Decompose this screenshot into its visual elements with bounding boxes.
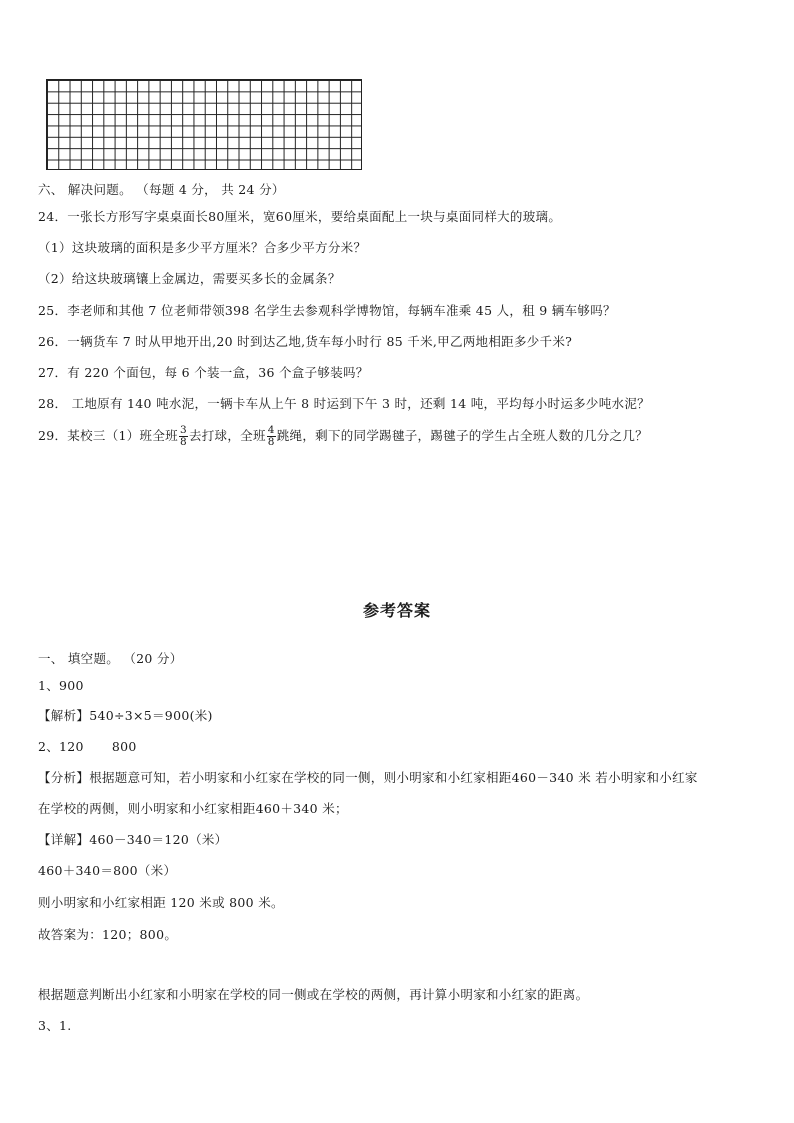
answer-3: 3、1. bbox=[38, 1018, 72, 1033]
answer-2-second: 800 bbox=[111, 739, 137, 754]
question-27: 27．有 220 个面包，每 6 个装一盒，36 个盒子够装吗？ bbox=[38, 365, 369, 380]
answer-2-detail-line-2: 460＋340＝800（米） bbox=[38, 863, 177, 878]
question-29-text-3: 跳绳，剩下的同学踢毽子，踢毽子的学生占全班人数的几分之几？ bbox=[276, 428, 648, 443]
question-29 bbox=[38, 424, 648, 448]
fraction-2-denominator: 8 bbox=[267, 436, 275, 448]
question-24-part-2: （2）给这块玻璃镶上金属边，需要买多长的金属条？ bbox=[38, 271, 341, 286]
answer-1: 1、900 bbox=[38, 678, 84, 693]
answer-2-detail-line-4: 故答案为：120；800。 bbox=[38, 927, 178, 942]
square-grid bbox=[46, 79, 362, 170]
section-6-heading: 六、 解决问题。 （每题 4 分， 共 24 分） bbox=[38, 182, 285, 197]
question-29-text-2: 去打球，全班 bbox=[188, 428, 266, 443]
question-26: 26．一辆货车 7 时从甲地开出,20 时到达乙地,货车每小时行 85 千米,甲乙两地相距多少千米? bbox=[38, 334, 573, 349]
question-24-part-1: （1）这块玻璃的面积是多少平方厘米？合多少平方分米？ bbox=[38, 240, 367, 255]
answer-2-first: 2、120 bbox=[38, 739, 84, 754]
fraction-1-denominator: 8 bbox=[179, 436, 187, 448]
question-28: 28． 工地原有 140 吨水泥，一辆卡车从上午 8 时运到下午 3 时，还剩 14 吨，平均每小时运多少吨水泥？ bbox=[38, 396, 650, 411]
fraction-four-eighths bbox=[267, 425, 276, 448]
question-24: 24．一张长方形写字桌桌面长80厘米，宽60厘米，要给桌面配上一块与桌面同样大的玻璃。 bbox=[38, 209, 562, 224]
answer-2-detail-line-3: 则小明家和小红家相距 120 米或 800 米。 bbox=[38, 895, 284, 910]
fraction-three-eighths bbox=[179, 425, 188, 448]
fraction-1-numerator: 3 bbox=[179, 424, 187, 436]
answer-2-comment: 根据题意判断出小红家和小明家在学校的同一侧或在学校的两侧，再计算小明家和小红家的距离。 bbox=[38, 987, 589, 1002]
answer-2-detail-line-1: 【详解】460－340＝120（米） bbox=[38, 832, 228, 847]
fraction-2-numerator: 4 bbox=[267, 424, 275, 436]
answers-title: 参考答案 bbox=[362, 601, 431, 620]
answer-1-analysis: 【解析】540÷3×5＝900(米) bbox=[38, 708, 213, 723]
answer-2-analysis-line-1: 【分析】根据题意可知，若小明家和小红家在学校的同一侧，则小明家和小红家相距460－340 米 若小明家和小红家 bbox=[38, 770, 698, 785]
answer-2 bbox=[38, 739, 137, 755]
question-25: 25．李老师和其他 7 位老师带领398 名学生去参观科学博物馆，每辆车准乘 45 人，租 9 辆车够吗？ bbox=[38, 303, 616, 318]
answer-2-analysis-line-2: 在学校的两侧，则小明家和小红家相距460＋340 米； bbox=[38, 801, 348, 816]
question-29-text-1: 29．某校三（1）班全班 bbox=[38, 428, 178, 443]
answers-section-1-heading: 一、 填空题。 （20 分） bbox=[38, 651, 183, 666]
